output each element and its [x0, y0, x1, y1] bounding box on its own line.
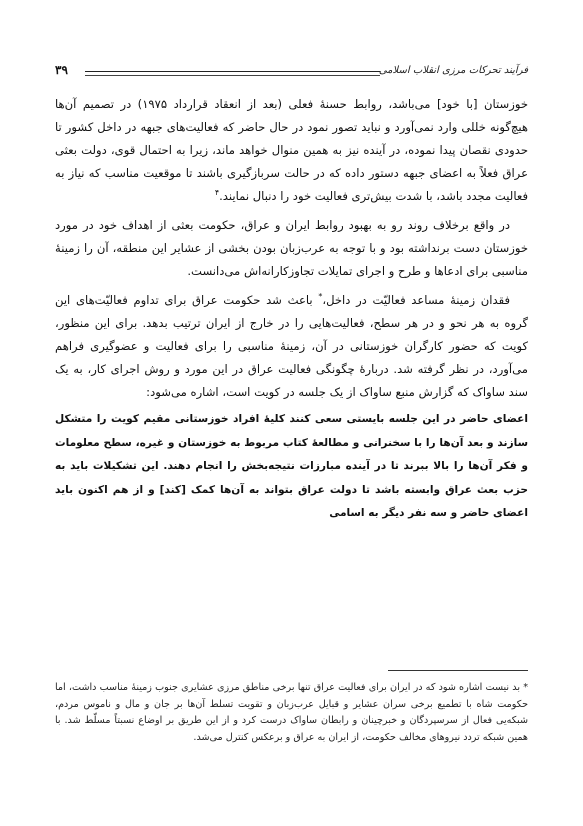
page-header — [55, 63, 528, 87]
footnote-separator — [388, 670, 528, 671]
paragraph-1-text: خوزستان [با خود] می‌باشد، روابط حسنهٔ فعلی (بعد از انعقاد قرارداد ۱۹۷۵) در تصمیم آن‌ها هیچ‌گونه خللی وارد نمی‌آورد و نباید تصور نمود در حال حاضر که فعالیت‌های جبهه در داخل کشور تا حدودی نقصان پیدا نموده، در آینده نیز به همین منوال خواهد ماند، زیرا به احتمال قوی، دولت بعثی عراق فعلاً به اعضای جبهه دستور داده که در حالت سربازگیری باشند تا موقعیت مناسب که نیاز به فعالیت مجدد باشد، با شدت بیش‌تری فعالیت خود را دنبال نمایند. — [55, 97, 528, 203]
endnote-ref-4: ۴ — [214, 188, 220, 198]
footnote: * بد نیست اشاره شود که در ایران برای فعالیت عراق تنها برخی مناطق مرزی عشایری جنوب زمینهٔ مناسب داشت، اما حکومت شاه با تطمیع برخی سران عشایر و قبایل عرب‌زبان و تقویت تسلط آن‌ها بر جان و مال و ناموس مردم، شبکه‌یی فعال از سرسپردگان و خبرچینان و رابطان ساواک درست کرد و از این طریق بر اوضاع نسبتاً مسلّط شد. با همین شبکه تردد نیروهای مخالف حکومت، از ایران به عراق و برعکس کنترل می‌شد. — [55, 682, 528, 743]
footnote-mark: * — [318, 292, 323, 302]
header-rule — [85, 71, 380, 72]
header-rule-thin — [85, 75, 380, 76]
paragraph-3 — [55, 289, 528, 404]
page-number: ۳۹ — [55, 63, 68, 77]
paragraph-3-start: فقدان زمینهٔ مساعد فعالیّت در داخل، — [322, 293, 510, 307]
savak-document-quote: اعضای حاضر در این جلسه بایستی سعی کنند کلیهٔ افراد خوزستانی مقیم کویت را متشکل سازند و بعد آن‌ها را با سخنرانی و مطالعهٔ کتاب مربوط به خوزستان و غیره، سطح معلومات و فکر آن‌ها را بالا ببرند تا در آینده مبارزات نتیجه‌بخش را انجام دهند. این تشکیلات باید به حزب بعث عراق وابسته باشد تا دولت عراق بتواند به آن‌ها کمک [کند] و از هم اکنون باید اعضای حاضر و سه نفر دیگر به اسامی — [55, 413, 528, 519]
paragraph-3-rest: باعث شد حکومت عراق برای تداوم فعالیّت‌های این گروه به هر نحو و در هر سطح، فعالیت‌هایی را در خارج از ایران ترتیب بدهد. برای این منظور، کویت که حضور کارگران خوزستانی در آن، زمینهٔ مناسبی را برای فعالیت و عضوگیری فراهم می‌آورد، در نظر گرفته شد. دربارهٔ چگونگی فعالیت عراق در این مورد و روش اجرای کار، به یک سند ساواک که گزارش منبع ساواک از یک جلسه در کویت است، اشاره می‌شود: — [55, 293, 528, 399]
main-text — [55, 93, 528, 526]
paragraph-1 — [55, 93, 528, 208]
running-title: فرآیند تحرکات مرزی انقلاب اسلامی — [378, 65, 528, 76]
paragraph-2: در واقع برخلاف روند رو به بهبود روابط ایران و عراق، حکومت بعثی از اهداف خود در مورد خوزستان دست برنداشته بود و با توجه به عرب‌زبان بودن بخشی از عشایر این منطقه، آن را زمینهٔ مناسبی برای ادعاها و طرح و اجرای تمایلات تجاوزکارانه‌اش می‌دانست. — [55, 218, 528, 278]
